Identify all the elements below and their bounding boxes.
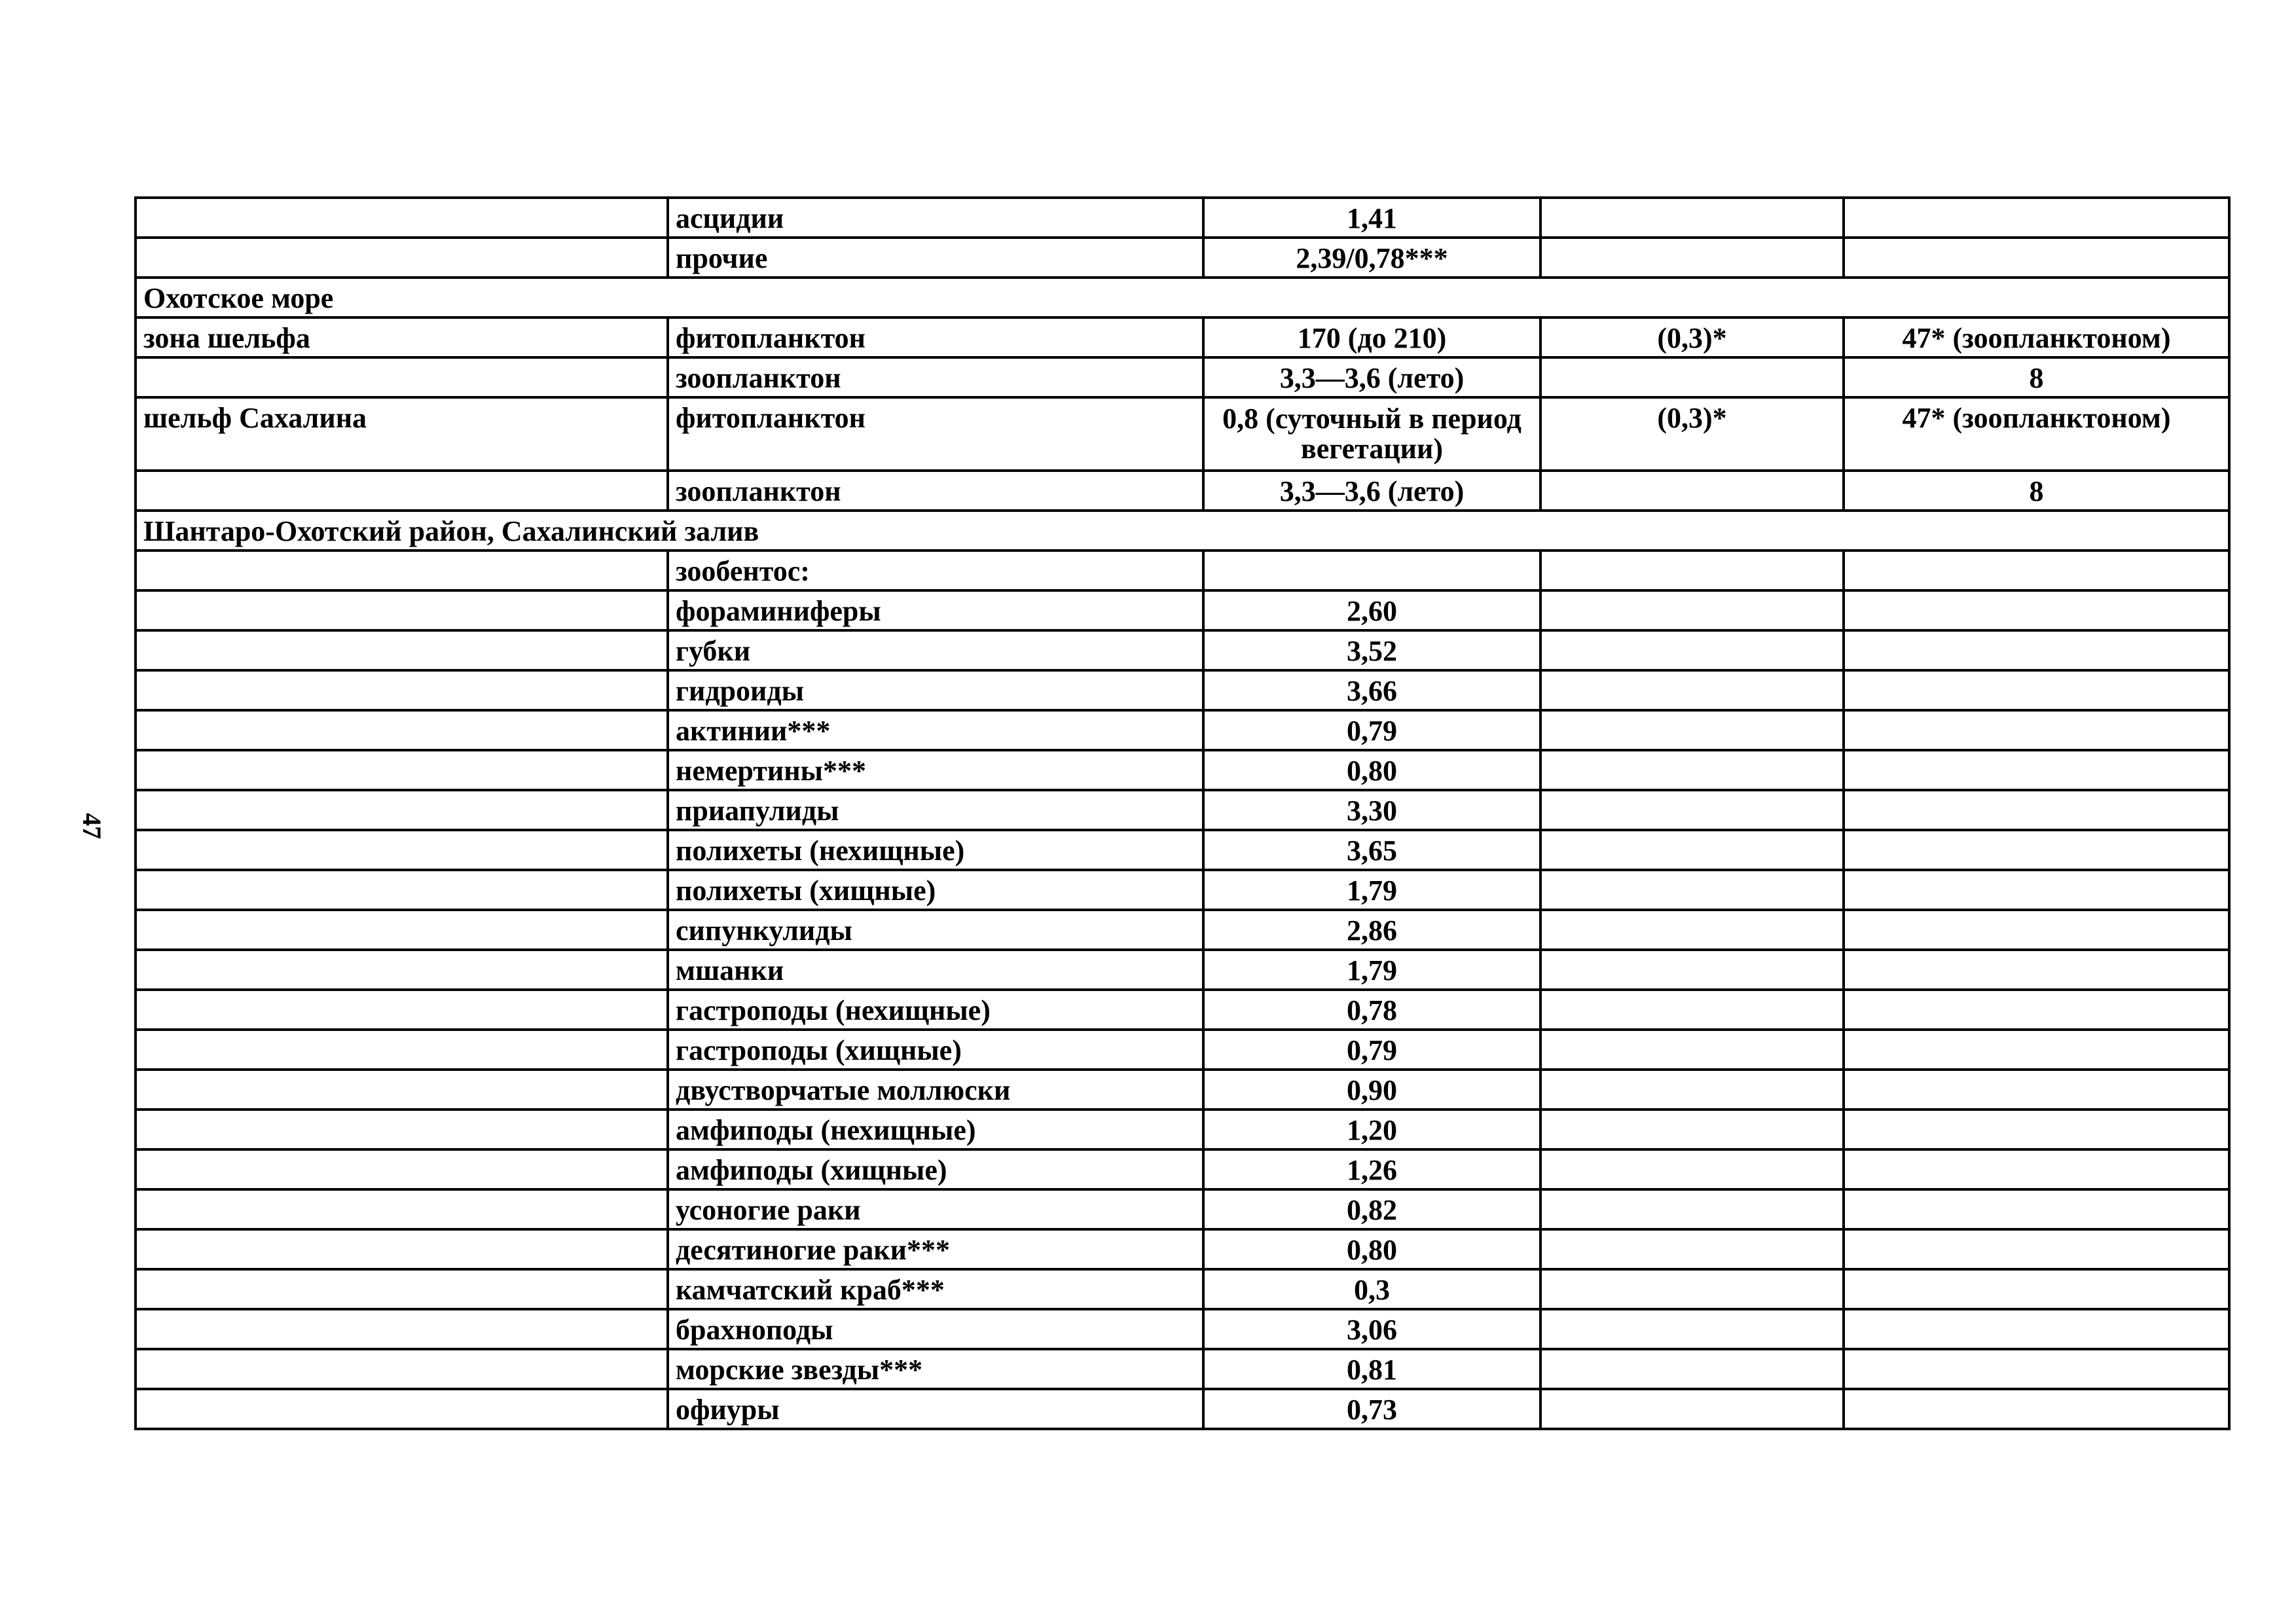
organism-cell: зоопланктон: [668, 357, 1203, 397]
consumption-cell: [1844, 1110, 2229, 1149]
ratio-cell: [1540, 1349, 1844, 1389]
consumption-cell: [1844, 1189, 2229, 1229]
ratio-cell: [1540, 471, 1844, 511]
table-row: [136, 950, 2229, 990]
table-row: [136, 357, 2229, 397]
table-row: [136, 710, 2229, 750]
organism-cell: офиуры: [668, 1389, 1203, 1429]
value-cell: 3,52: [1203, 630, 1540, 670]
organism-cell: гастроподы (хищные): [668, 1030, 1203, 1070]
consumption-cell: [1844, 1349, 2229, 1389]
organism-cell: губки: [668, 630, 1203, 670]
organism-cell: двустворчатые моллюски: [668, 1070, 1203, 1110]
consumption-cell: [1844, 1030, 2229, 1070]
table-row: [136, 910, 2229, 950]
value-cell: 1,41: [1203, 198, 1540, 238]
table-row: [136, 397, 2229, 471]
page-number: 47: [77, 813, 107, 839]
organism-cell: морские звезды***: [668, 1349, 1203, 1389]
consumption-cell: 47* (зоопланктоном): [1844, 317, 2229, 357]
region-cell: [136, 1229, 668, 1269]
ratio-cell: [1540, 1110, 1844, 1149]
region-cell: [136, 830, 668, 870]
ratio-cell: [1540, 990, 1844, 1030]
organism-cell: зообентос:: [668, 550, 1203, 590]
region-cell: [136, 1189, 668, 1229]
value-cell: 3,3—3,6 (лето): [1203, 471, 1540, 511]
table-row: [136, 1189, 2229, 1229]
section-row: [136, 278, 2229, 317]
ratio-cell: (0,3)*: [1540, 397, 1844, 471]
value-cell: 0,80: [1203, 1229, 1540, 1269]
organism-cell: амфиподы (нехищные): [668, 1110, 1203, 1149]
region-cell: [136, 550, 668, 590]
table-body: [136, 198, 2229, 1429]
value-cell: 3,06: [1203, 1309, 1540, 1349]
consumption-cell: [1844, 710, 2229, 750]
value-cell: 3,66: [1203, 670, 1540, 710]
organism-cell: асцидии: [668, 198, 1203, 238]
data-table: [134, 196, 2231, 1430]
region-cell: [136, 670, 668, 710]
region-cell: [136, 790, 668, 830]
value-cell: 170 (до 210): [1203, 317, 1540, 357]
organism-cell: камчатский краб***: [668, 1269, 1203, 1309]
value-cell: 0,73: [1203, 1389, 1540, 1429]
value-cell: 0,79: [1203, 1030, 1540, 1070]
table-row: [136, 1110, 2229, 1149]
consumption-cell: [1844, 670, 2229, 710]
organism-cell: мшанки: [668, 950, 1203, 990]
consumption-cell: [1844, 1269, 2229, 1309]
region-cell: [136, 710, 668, 750]
region-cell: [136, 1070, 668, 1110]
value-cell: 3,3—3,6 (лето): [1203, 357, 1540, 397]
table-row: [136, 590, 2229, 630]
value-cell: 0,79: [1203, 710, 1540, 750]
ratio-cell: [1540, 1030, 1844, 1070]
region-cell: [136, 870, 668, 910]
ratio-cell: [1540, 1149, 1844, 1189]
region-cell: [136, 1269, 668, 1309]
table-row: [136, 1309, 2229, 1349]
consumption-cell: [1844, 238, 2229, 278]
ratio-cell: [1540, 710, 1844, 750]
consumption-cell: [1844, 830, 2229, 870]
consumption-cell: [1844, 1149, 2229, 1189]
organism-cell: гастроподы (нехищные): [668, 990, 1203, 1030]
region-cell: [136, 750, 668, 790]
organism-cell: фораминиферы: [668, 590, 1203, 630]
region-cell: [136, 630, 668, 670]
region-cell: шельф Сахалина: [136, 397, 668, 471]
table-row: [136, 830, 2229, 870]
region-cell: зона шельфа: [136, 317, 668, 357]
consumption-cell: [1844, 630, 2229, 670]
table-row: [136, 317, 2229, 357]
organism-cell: сипункулиды: [668, 910, 1203, 950]
ratio-cell: [1540, 870, 1844, 910]
ratio-cell: [1540, 670, 1844, 710]
consumption-cell: [1844, 750, 2229, 790]
consumption-cell: [1844, 590, 2229, 630]
value-cell: 0,78: [1203, 990, 1540, 1030]
ratio-cell: [1540, 910, 1844, 950]
organism-cell: фитопланктон: [668, 397, 1203, 471]
region-cell: [136, 238, 668, 278]
organism-cell: полихеты (хищные): [668, 870, 1203, 910]
value-cell: 0,90: [1203, 1070, 1540, 1110]
ratio-cell: [1540, 1389, 1844, 1429]
consumption-cell: 8: [1844, 471, 2229, 511]
value-cell: 2,86: [1203, 910, 1540, 950]
consumption-cell: [1844, 198, 2229, 238]
table-row: [136, 670, 2229, 710]
region-cell: [136, 1110, 668, 1149]
region-cell: [136, 590, 668, 630]
ratio-cell: [1540, 1189, 1844, 1229]
section-row: [136, 511, 2229, 550]
value-cell: 3,30: [1203, 790, 1540, 830]
organism-cell: усоногие раки: [668, 1189, 1203, 1229]
consumption-cell: [1844, 910, 2229, 950]
consumption-cell: [1844, 950, 2229, 990]
ratio-cell: [1540, 1269, 1844, 1309]
consumption-cell: 47* (зоопланктоном): [1844, 397, 2229, 471]
organism-cell: гидроиды: [668, 670, 1203, 710]
ratio-cell: (0,3)*: [1540, 317, 1844, 357]
table-row: [136, 550, 2229, 590]
ratio-cell: [1540, 357, 1844, 397]
organism-cell: брахноподы: [668, 1309, 1203, 1349]
consumption-cell: [1844, 550, 2229, 590]
table-row: [136, 198, 2229, 238]
section-title: Охотское море: [136, 278, 2229, 317]
region-cell: [136, 910, 668, 950]
value-cell: 1,79: [1203, 950, 1540, 990]
organism-cell: амфиподы (хищные): [668, 1149, 1203, 1189]
organism-cell: фитопланктон: [668, 317, 1203, 357]
region-cell: [136, 357, 668, 397]
region-cell: [136, 950, 668, 990]
table-row: [136, 1149, 2229, 1189]
table-row: [136, 1070, 2229, 1110]
consumption-cell: [1844, 1309, 2229, 1349]
region-cell: [136, 198, 668, 238]
value-cell: 1,20: [1203, 1110, 1540, 1149]
ratio-cell: [1540, 1229, 1844, 1269]
organism-cell: актинии***: [668, 710, 1203, 750]
organism-cell: прочие: [668, 238, 1203, 278]
value-cell: 0,8 (суточный в период вегетации): [1203, 397, 1540, 471]
table-row: [136, 1349, 2229, 1389]
ratio-cell: [1540, 830, 1844, 870]
region-cell: [136, 990, 668, 1030]
region-cell: [136, 471, 668, 511]
region-cell: [136, 1389, 668, 1429]
organism-cell: приапулиды: [668, 790, 1203, 830]
ratio-cell: [1540, 198, 1844, 238]
ratio-cell: [1540, 550, 1844, 590]
ratio-cell: [1540, 1309, 1844, 1349]
consumption-cell: 8: [1844, 357, 2229, 397]
table-row: [136, 1389, 2229, 1429]
value-cell: 3,65: [1203, 830, 1540, 870]
ratio-cell: [1540, 950, 1844, 990]
region-cell: [136, 1349, 668, 1389]
value-cell: 1,26: [1203, 1149, 1540, 1189]
ratio-cell: [1540, 630, 1844, 670]
region-cell: [136, 1030, 668, 1070]
consumption-cell: [1844, 990, 2229, 1030]
region-cell: [136, 1309, 668, 1349]
ratio-cell: [1540, 790, 1844, 830]
organism-cell: десятиногие раки***: [668, 1229, 1203, 1269]
table-row: [136, 1269, 2229, 1309]
section-title: Шантаро-Охотский район, Сахалинский залив: [136, 511, 2229, 550]
value-cell: 0,80: [1203, 750, 1540, 790]
consumption-cell: [1844, 790, 2229, 830]
value-cell: 0,3: [1203, 1269, 1540, 1309]
table-row: [136, 471, 2229, 511]
value-cell: 2,60: [1203, 590, 1540, 630]
ratio-cell: [1540, 1070, 1844, 1110]
value-cell: [1203, 550, 1540, 590]
organism-cell: зоопланктон: [668, 471, 1203, 511]
table-row: [136, 238, 2229, 278]
ratio-cell: [1540, 750, 1844, 790]
table-row: [136, 1229, 2229, 1269]
table-row: [136, 1030, 2229, 1070]
table-row: [136, 630, 2229, 670]
table-row: [136, 870, 2229, 910]
organism-cell: немертины***: [668, 750, 1203, 790]
ratio-cell: [1540, 238, 1844, 278]
value-cell: 2,39/0,78***: [1203, 238, 1540, 278]
region-cell: [136, 1149, 668, 1189]
consumption-cell: [1844, 1070, 2229, 1110]
table-row: [136, 750, 2229, 790]
table-row: [136, 990, 2229, 1030]
value-cell: 0,82: [1203, 1189, 1540, 1229]
consumption-cell: [1844, 1229, 2229, 1269]
organism-cell: полихеты (нехищные): [668, 830, 1203, 870]
consumption-cell: [1844, 1389, 2229, 1429]
table-row: [136, 790, 2229, 830]
ratio-cell: [1540, 590, 1844, 630]
consumption-cell: [1844, 870, 2229, 910]
value-cell: 0,81: [1203, 1349, 1540, 1389]
value-cell: 1,79: [1203, 870, 1540, 910]
